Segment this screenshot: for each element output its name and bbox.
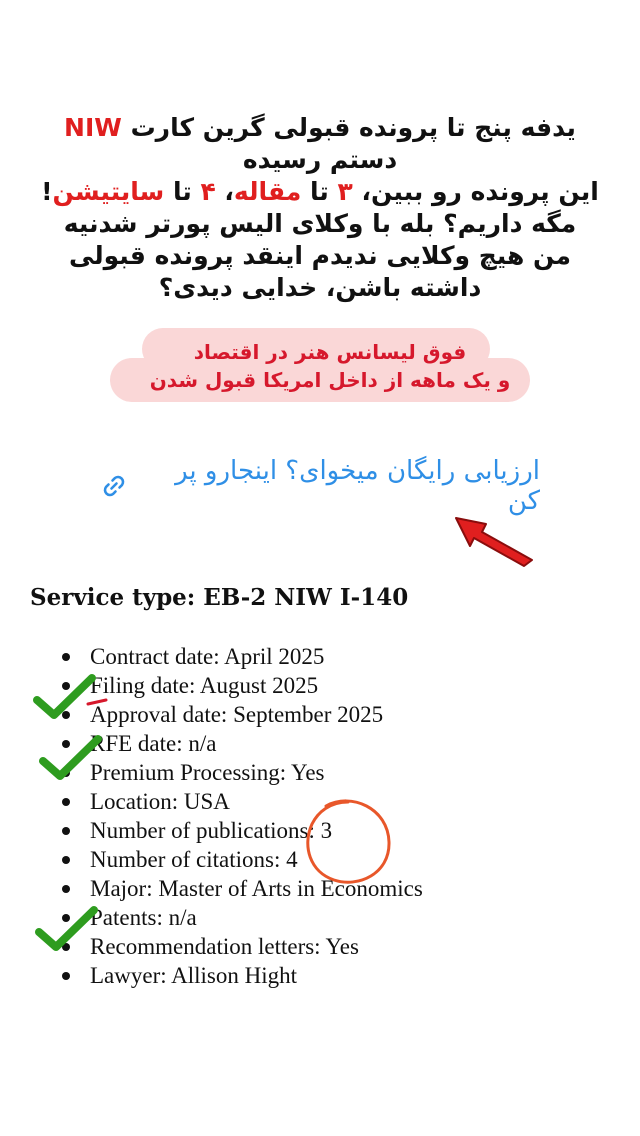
detail-lawyer — [60, 961, 423, 990]
headline-citation-word: سایتیشن — [52, 177, 165, 206]
detail-text: Lawyer: Allison Hight — [90, 963, 297, 988]
headline-text: تا — [164, 177, 201, 206]
detail-text: Patents: n/a — [90, 905, 197, 930]
bullet-icon — [62, 885, 70, 893]
headline-text: تا — [301, 177, 338, 206]
red-underline-mark — [86, 696, 110, 708]
bullet-icon — [62, 972, 70, 980]
checkmark-icon — [34, 904, 100, 954]
detail-text: Premium Processing: Yes — [90, 760, 325, 785]
headline-citation-count: ۴ — [200, 177, 216, 206]
bullet-icon — [62, 653, 70, 661]
headline-text: این پرونده رو ببین، — [352, 177, 599, 206]
headline-text: یدفه پنج تا پرونده قبولی گرین کارت — [121, 113, 576, 142]
headline-text: دستم رسیده — [242, 145, 398, 174]
headline-line-2 — [30, 176, 610, 208]
bullet-icon — [62, 798, 70, 806]
detail-text: Contract date: April 2025 — [90, 644, 325, 669]
circle-highlight — [296, 794, 400, 894]
highlight-text — [120, 338, 540, 394]
detail-text: Major: Master of Arts in Economics — [90, 876, 423, 901]
detail-text: Number of publications: 3 — [90, 818, 333, 843]
headline-text: ! — [41, 177, 53, 206]
free-evaluation-label[interactable]: ارزیابی رایگان میخوای؟ اینجارو پر کن — [175, 456, 540, 516]
headline-line-4: من هیچ وکلایی ندیدم اینقد پرونده قبولی داشته باشن، خدایی دیدی؟ — [68, 241, 572, 302]
detail-premium-processing — [60, 758, 423, 787]
headline-niw: NIW — [64, 113, 122, 142]
detail-rfe-date — [60, 729, 423, 758]
red-arrow-icon — [448, 508, 540, 568]
headline-article-count: ۳ — [337, 177, 353, 206]
bullet-icon — [62, 856, 70, 864]
detail-filing-date — [60, 671, 423, 700]
detail-approval-date — [60, 700, 423, 729]
detail-patents — [60, 903, 423, 932]
checkmark-icon — [38, 733, 104, 783]
headline-line-3: مگه داریم؟ بله با وکلای الیس پورتر شدنیه — [63, 209, 577, 238]
headline-article-word: مقاله — [233, 177, 302, 206]
detail-contract-date — [60, 642, 423, 671]
detail-text: Location: USA — [90, 789, 230, 814]
detail-text: Filing date: August 2025 — [90, 673, 319, 698]
detail-recommendation-letters — [60, 932, 423, 961]
link-icon — [100, 472, 128, 500]
highlight-line-1: فوق لیسانس هنر در اقتصاد — [193, 340, 467, 364]
service-type: Service type: EB-2 NIW I-140 — [30, 584, 409, 611]
detail-text: RFE date: n/a — [90, 731, 217, 756]
headline-line-1 — [30, 112, 610, 176]
detail-text: Approval date: September 2025 — [90, 702, 384, 727]
free-evaluation-link[interactable] — [100, 456, 540, 516]
headline-text: ، — [215, 177, 234, 206]
bullet-icon — [62, 827, 70, 835]
headline — [30, 112, 610, 304]
detail-text: Number of citations: 4 — [90, 847, 298, 872]
detail-text: Recommendation letters: Yes — [90, 934, 359, 959]
highlight-line-2: و یک ماهه از داخل امریکا قبول شدن — [149, 368, 511, 392]
